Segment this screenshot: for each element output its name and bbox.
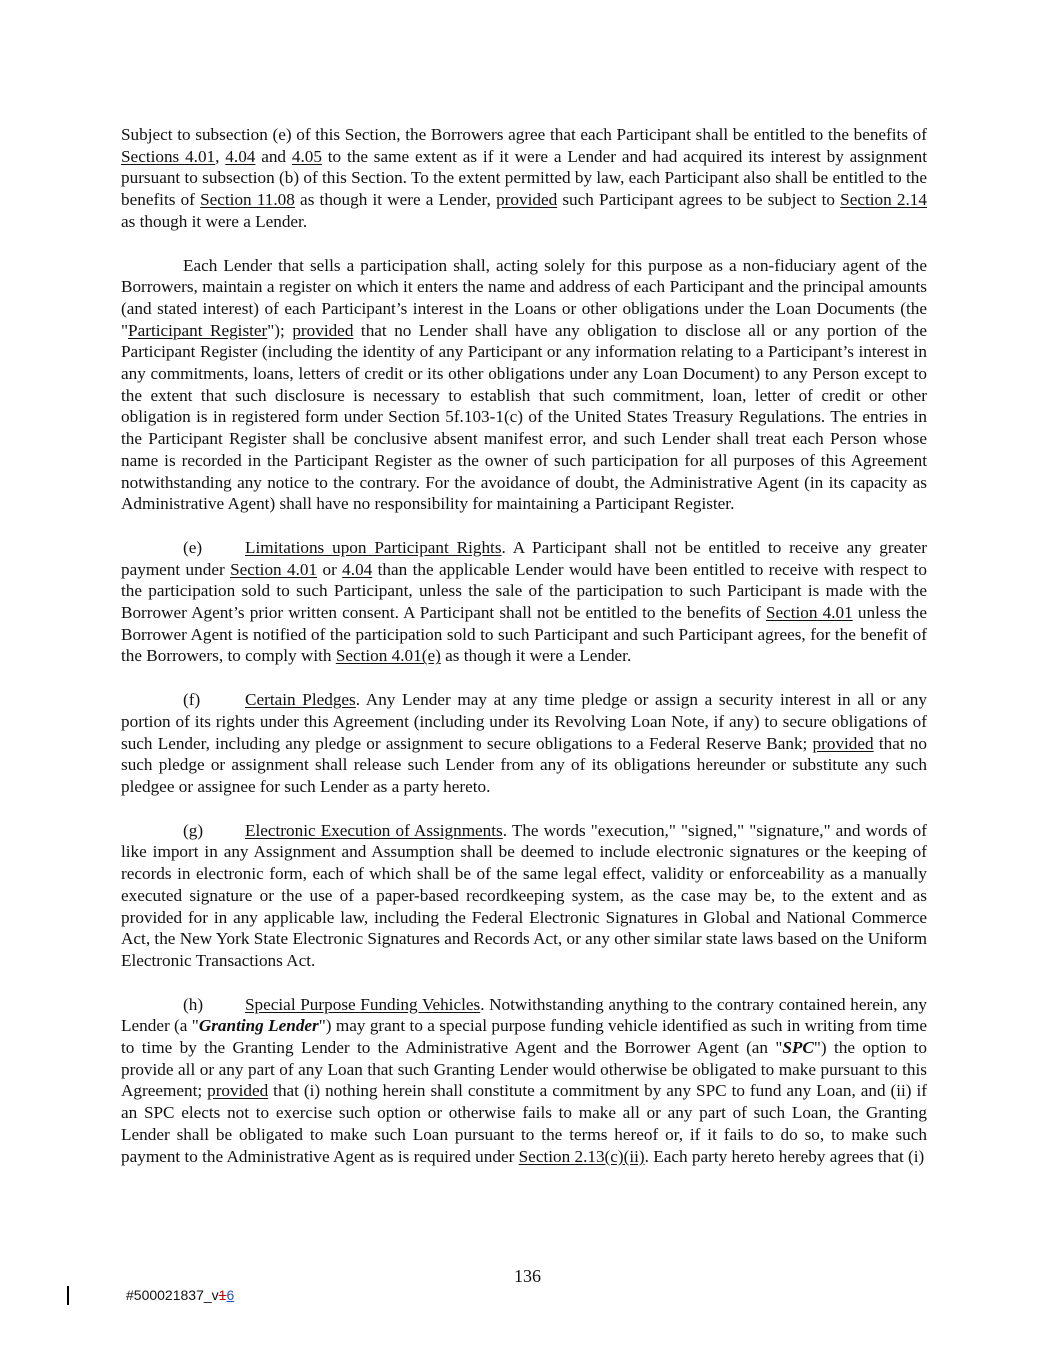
- defined-term-spc: SPC: [782, 1038, 814, 1058]
- page-number: 136: [514, 1266, 541, 1286]
- section-ref-11-08: Section 11.08: [200, 190, 295, 210]
- provided-term: provided: [292, 320, 354, 340]
- defined-term-granting-lender: Granting Lender: [198, 1016, 319, 1036]
- provided-term: provided: [496, 190, 558, 210]
- clause-number: (e): [183, 537, 203, 557]
- section-ref-4-04: 4.04: [225, 146, 256, 166]
- paragraph-participant-register: Each Lender that sells a participation shall, acting solely for this purpose as a non-fiduciary agent of the Borrowers, maintain a register on which it enters the name and address of each Participant and the principal amounts (and stated interest) of each Participant’s interest in the Loans or other obligations under the Loan Documents (the "Participant Register"); provided that no Lender shall have any obligation to disclose all or any portion of the Participant Register (including the identity of any Participant or any information relating to a Participant’s interest in any commitments, loans, letters of credit or its other obligations under any Loan Document) to any Person except to the extent that such disclosure is necessary to establish that such commitment, loan, letter of credit or other obligation is in registered form under Section 5f.103-1(c) of the United States Treasury Regulations. The entries in the Participant Register shall be conclusive absent manifest error, and such Lender shall treat each Person whose name is recorded in the Participant Register as the owner of such participation for all purposes of this Agreement notwithstanding any notice to the contrary. For the avoidance of doubt, the Administrative Agent (in its capacity as Administrative Agent) shall have no responsibility for maintaining a Participant Register.: [121, 255, 928, 514]
- deleted-revision-text: 1: [218, 1287, 227, 1303]
- clause-heading: Special Purpose Funding Vehicles: [245, 994, 481, 1014]
- clause-number: (f): [183, 690, 201, 710]
- clause-e-limitations: (e) Limitations upon Participant Rights. A Participant shall not be entitled to receive any greater payment under Section 4.01 or 4.04 than the applicable Lender would have been entitled to receive with respect to the participation sold to such Participant, unless the sale of the participation to such Participant is made with the Borrower Agent’s prior written consent. A Participant shall not be entitled to the benefits of Section 4.01 unless the Borrower Agent is notified of the participation sold to such Participant and such Participant agrees, for the benefit of the Borrowers, to comply with Section 4.01(e) as though it were a Lender.: [121, 537, 928, 666]
- section-ref-4-01: Section 4.01: [230, 559, 318, 579]
- revision-change-bar: [67, 1286, 69, 1305]
- section-ref-4-01: Section 4.01: [765, 603, 853, 623]
- clause-number: (h): [183, 994, 204, 1014]
- section-ref-4-01-e: Section 4.01(e): [335, 646, 441, 666]
- section-ref-4-04: 4.04: [342, 559, 373, 579]
- section-ref-4-01: Sections 4.01: [121, 146, 216, 166]
- clause-heading: Limitations upon Participant Rights: [245, 537, 502, 557]
- paragraph-participant-benefits: Subject to subsection (e) of this Section, the Borrowers agree that each Participant shall be entitled to the benefits of Sections 4.01, 4.04 and 4.05 to the same extent as if it were a Lender and had acquired its interest by assignment pursuant to subsection (b) of this Section. To the extent permitted by law, each Participant also shall be entitled to the benefits of Section 11.08 as though it were a Lender, provided such Participant agrees to be subject to Section 2.14 as though it were a Lender.: [121, 125, 927, 231]
- defined-term-participant-register: Participant Register: [128, 320, 268, 340]
- inserted-revision-text: 6: [226, 1287, 235, 1303]
- provided-term: provided: [812, 733, 874, 753]
- document-body: [121, 124, 927, 1189]
- clause-heading: Certain Pledges: [245, 690, 356, 710]
- section-ref-2-13-c-ii: Section 2.13(c)(ii): [518, 1146, 645, 1166]
- clause-h-spv: (h) Special Purpose Funding Vehicles. Notwithstanding anything to the contrary contained herein, any Lender (a "Granting Lender") may grant to a special purpose funding vehicle identified as such in writing from time to time by the Granting Lender to the Administrative Agent and the Borrower Agent (an "SPC") the option to provide all or any part of any Loan that such Granting Lender would otherwise be obligated to make pursuant to this Agreement; provided that (i) nothing herein shall constitute a commitment by any SPC to fund any Loan, and (ii) if an SPC elects not to exercise such option or otherwise fails to make all or any part of such Loan, the Granting Lender shall be obligated to make such Loan pursuant to the terms hereof or, if it fails to do so, to make such payment to the Administrative Agent as is required under Section 2.13(c)(ii). Each party hereto hereby agrees that (i): [121, 994, 928, 1166]
- clause-number: (g): [183, 820, 204, 840]
- provided-term: provided: [207, 1081, 269, 1101]
- section-ref-4-05: 4.05: [291, 146, 322, 166]
- clause-g-electronic-execution: (g) Electronic Execution of Assignments. The words "execution," "signed," "signature," and words of like import in any Assignment and Assumption shall be deemed to include electronic signatures or the keeping of records in electronic form, each of which shall be of the same legal effect, validity or enforceability as a manually executed signature or the use of a paper-based recordkeeping system, as the case may be, to the extent and as provided for in any applicable law, including the Federal Electronic Signatures in Global and National Commerce Act, the New York State Electronic Signatures and Records Act, or any other similar state laws based on the Uniform Electronic Transactions Act.: [121, 820, 927, 970]
- clause-f-pledges: (f) Certain Pledges. Any Lender may at any time pledge or assign a security interest in all or any portion of its rights under this Agreement (including under its Revolving Loan Note, if any) to secure obligations of such Lender, including any pledge or assignment to secure obligations to a Federal Reserve Bank; provided that no such pledge or assignment shall release such Lender from any of its obligations hereunder or substitute any such pledgee or assignee for such Lender as a party hereto.: [121, 690, 927, 796]
- section-ref-2-14: Section 2.14: [840, 190, 927, 210]
- document-id: #500021837_v16: [126, 1287, 235, 1303]
- clause-heading: Electronic Execution of Assignments: [245, 820, 503, 840]
